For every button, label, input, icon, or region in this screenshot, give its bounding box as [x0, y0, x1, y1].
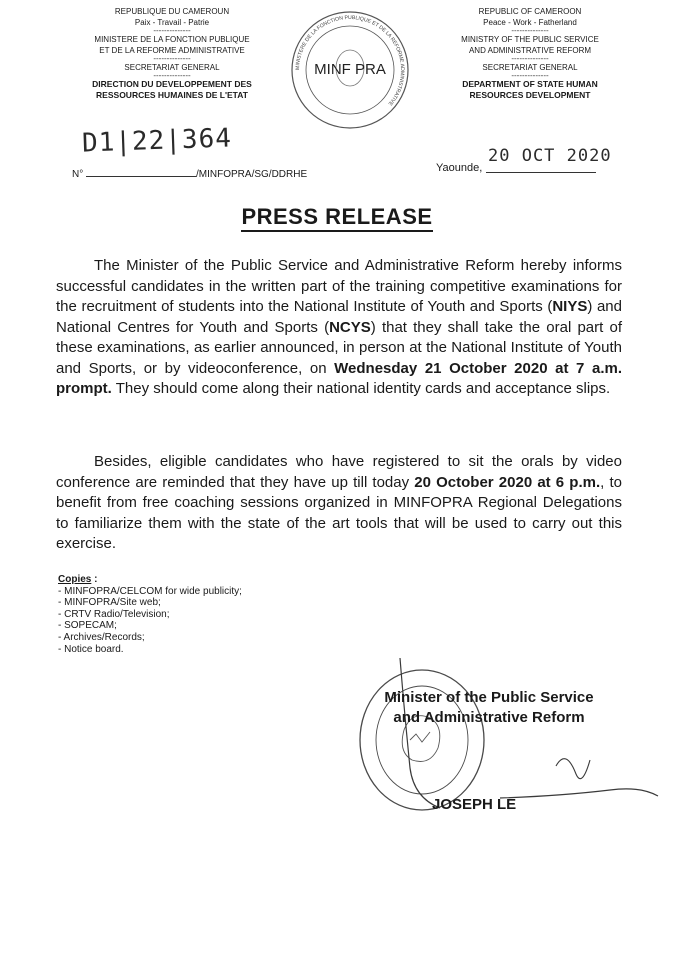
text-run: , to benefit from free coaching sessions organized in MINFOPRA Regional Delegations to familiarize them with the state of the art tools that will be used to carry out this exercise.	[56, 473, 622, 552]
reference-handwritten: D1|22|364	[81, 123, 233, 159]
signature-stroke	[556, 759, 590, 779]
reference-blank	[86, 168, 196, 177]
separator: --------------	[511, 71, 549, 80]
reference-line	[72, 168, 307, 180]
reference-suffix: /MINFOPRA/SG/DDRHE	[196, 169, 308, 180]
text-run: They should come along their national identity cards and acceptance slips.	[111, 380, 611, 397]
direction-fr-line1: DIRECTION DU DEVELOPPEMENT DES	[92, 79, 252, 89]
separator: --------------	[153, 26, 191, 35]
department-en-line1: DEPARTMENT OF STATE HUMAN	[462, 79, 598, 89]
place: Yaounde,	[436, 162, 483, 174]
body-paragraph-2	[56, 452, 622, 555]
separator: --------------	[153, 54, 191, 63]
copies-item: - MINFOPRA/Site web;	[58, 597, 161, 609]
text-run: Besides, eligible candidates who have registered to sit the orals by video conference are reminded that they have up till today	[56, 453, 622, 491]
copies-item: - MINFOPRA/CELCOM for wide publicity;	[58, 585, 242, 597]
text-run: ) and National Centres for Youth and Sports (	[56, 298, 622, 336]
country-fr: REPUBLIQUE DU CAMEROUN	[114, 7, 230, 16]
copies-item: - Archives/Records;	[58, 631, 145, 643]
separator: --------------	[511, 54, 549, 63]
signature-stroke	[500, 789, 658, 798]
secretariat-en: SECRETARIAT GENERAL	[482, 63, 578, 72]
date-underline	[486, 172, 596, 173]
signatory-title-line2: and Administrative Reform	[393, 709, 585, 726]
copies-list	[58, 574, 242, 655]
copies-item: - Notice board.	[58, 643, 124, 655]
reference-label: N°	[72, 169, 84, 180]
separator: --------------	[153, 71, 191, 80]
direction-fr-line2: RESSOURCES HUMAINES DE L'ETAT	[96, 90, 248, 100]
ministry-en-line2: AND ADMINISTRATIVE REFORM	[468, 46, 592, 55]
acronym-ncys: NCYS	[329, 318, 371, 336]
text-run: The Minister of the Public Service and Administrative Reform hereby informs successful candidates in the written part of the training competitive examinations for the recruitment of students into the National Institute of Youth and Sports (	[56, 257, 622, 315]
registration-deadline: 20 October 2020 at 6 p.m.	[414, 473, 601, 491]
minfopra-logo	[288, 8, 412, 132]
logo-text: MINF PRA	[314, 61, 386, 78]
header-right-block	[420, 6, 640, 101]
ministry-en-line1: MINISTRY OF THE PUBLIC SERVICE	[461, 35, 599, 44]
department-en-line2: RESOURCES DEVELOPMENT	[469, 90, 591, 100]
copies-item: - SOPECAM;	[58, 620, 117, 632]
ministry-fr-line1: MINISTERE DE LA FONCTION PUBLIQUE	[94, 35, 250, 44]
acronym-niys: NIYS	[552, 298, 588, 315]
signatory-title	[354, 688, 624, 728]
logo-ring-text: MINISTERE DE LA FONCTION PUBLIQUE ET DE LA REFORME ADMINISTRATIVE	[294, 14, 406, 107]
copies-items	[58, 586, 242, 656]
handwritten-signature	[380, 648, 660, 818]
motto-en: Peace - Work - Fatherland	[483, 18, 577, 27]
ministry-fr-line2: ET DE LA REFORME ADMINISTRATIVE	[99, 46, 245, 55]
header-left-block	[62, 6, 282, 101]
secretariat-fr: SECRETARIAT GENERAL	[124, 63, 220, 72]
motto-fr: Paix - Travail - Patrie	[134, 18, 210, 27]
text-run: ) that they shall take the oral part of these examinations, as earlier announced, in person at the National Institute of Youth and Sports, or by videoconference, on	[56, 318, 622, 377]
date-stamp: 20 OCT 2020	[488, 146, 612, 166]
signatory-name: JOSEPH LE	[432, 796, 517, 813]
body-paragraph-1	[56, 256, 622, 400]
copies-item: - CRTV Radio/Television;	[58, 608, 170, 620]
oral-exam-date: Wednesday 21 October 2020 at 7 a.m. prompt.	[56, 359, 622, 397]
separator: --------------	[511, 26, 549, 35]
page-title: PRESS RELEASE	[0, 204, 674, 230]
copies-heading: Copies :	[58, 574, 98, 585]
signatory-title-line1: Minister of the Public Service	[384, 689, 594, 706]
country-en: REPUBLIC OF CAMEROON	[478, 7, 582, 16]
signature-stroke	[400, 658, 440, 808]
